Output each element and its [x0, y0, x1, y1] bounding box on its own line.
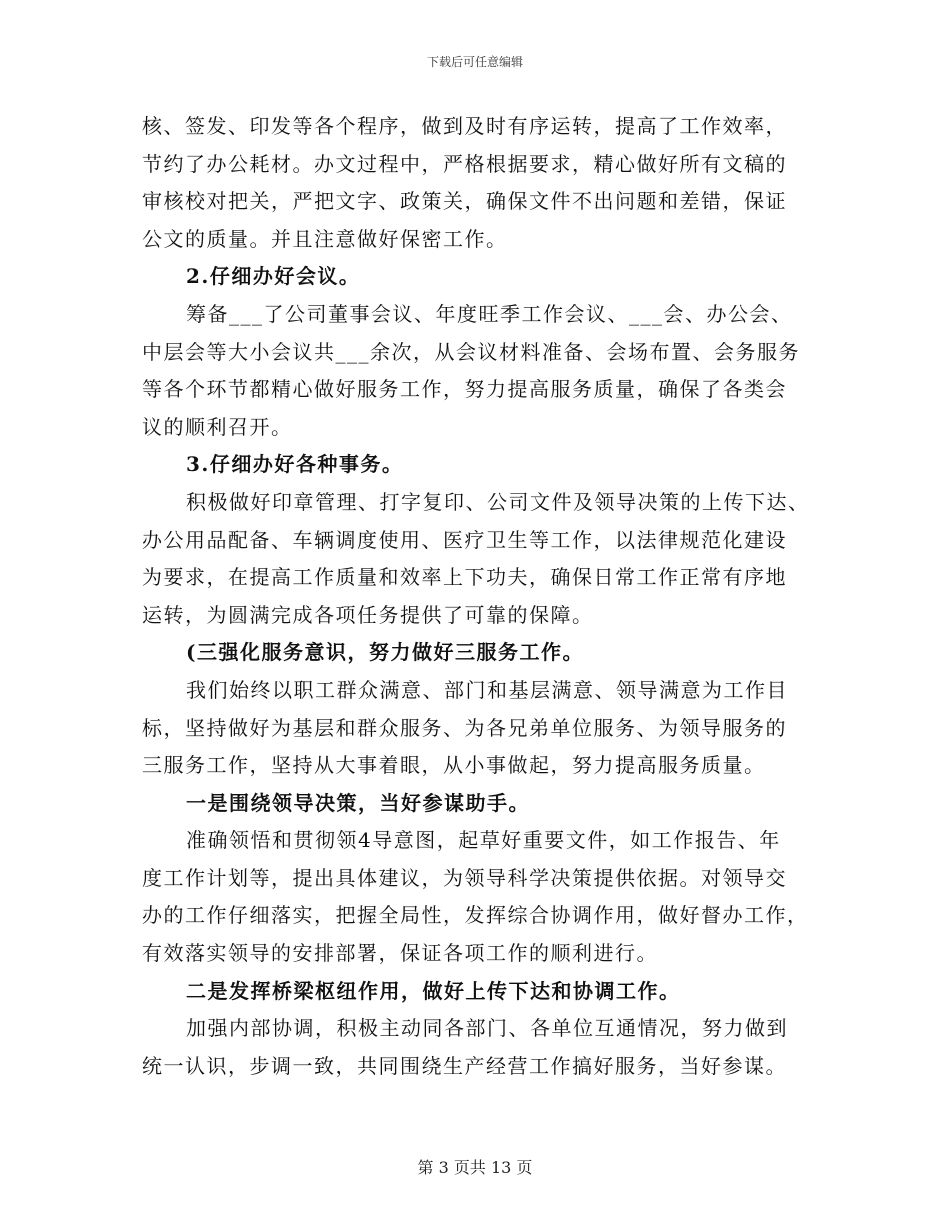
- body-line: 等各个环节都精心做好服务工作，努力提高服务质量，确保了各类会: [142, 377, 787, 402]
- body-line: 节约了办公耗材。办文过程中，严格根据要求，精心做好所有文稿的: [142, 151, 787, 176]
- body-line: 有效落实领导的安排部署，保证各项工作的顺利进行。: [142, 941, 658, 966]
- section-heading: 2.仔细办好会议。: [186, 264, 361, 289]
- section-heading: (三强化服务意识，努力做好三服务工作。: [186, 640, 584, 665]
- body-line: 为要求，在提高工作质量和效率上下功夫，确保日常工作正常有序地: [142, 565, 787, 590]
- body-line: 积极做好印章管理、打字复印、公司文件及领导决策的上传下达、: [186, 489, 810, 514]
- section-heading: 一是围绕领导决策，当好参谋助手。: [186, 790, 530, 815]
- body-line: 三服务工作，坚持从大事着眼，从小事做起，努力提高服务质量。: [142, 753, 766, 778]
- body-line: 统一认识，步调一致，共同围绕生产经营工作搞好服务，当好参谋。: [142, 1053, 787, 1078]
- body-line: 度工作计划等，提出具体建议，为领导科学决策提供依据。对领导交: [142, 865, 787, 890]
- body-line: 审核校对把关，严把文字、政策关，确保文件不出问题和差错，保证: [142, 189, 787, 214]
- body-line: 我们始终以职工群众满意、部门和基层满意、领导满意为工作目: [186, 677, 788, 702]
- body-line: 公文的质量。并且注意做好保密工作。: [142, 226, 508, 251]
- page-header: 下载后可任意编辑: [426, 55, 523, 69]
- body-line: 准确领悟和贯彻领4导意图，起草好重要文件，如工作报告、年: [186, 828, 781, 853]
- body-line: 议的顺利召开。: [142, 414, 293, 439]
- body-line: 办公用品配备、车辆调度使用、医疗卫生等工作，以法律规范化建设: [142, 527, 787, 552]
- document-body: [142, 108, 812, 1085]
- page-number: 第 3 页共 13 页: [417, 1158, 533, 1177]
- body-line: 加强内部协调，积极主动同各部门、各单位互通情况，努力做到: [186, 1016, 788, 1041]
- section-heading: 二是发挥桥梁枢纽作用，做好上传下达和协调工作。: [186, 978, 681, 1003]
- body-line: 中层会等大小会议共___余次，从会议材料准备、会场布置、会务服务: [142, 339, 800, 364]
- body-line: 标，坚持做好为基层和群众服务、为各兄弟单位服务、为领导服务的: [142, 715, 787, 740]
- body-line: 筹备___了公司董事会议、年度旺季工作会议、___会、办公会、: [186, 301, 793, 326]
- section-heading: 3.仔细办好各种事务。: [186, 452, 404, 477]
- body-line: 运转，为圆满完成各项任务提供了可靠的保障。: [142, 602, 594, 627]
- body-line: 办的工作仔细落实，把握全局性，发挥综合协调作用，做好督办工作，: [142, 903, 809, 928]
- body-line: 核、签发、印发等各个程序，做到及时有序运转，提高了工作效率，: [142, 114, 787, 138]
